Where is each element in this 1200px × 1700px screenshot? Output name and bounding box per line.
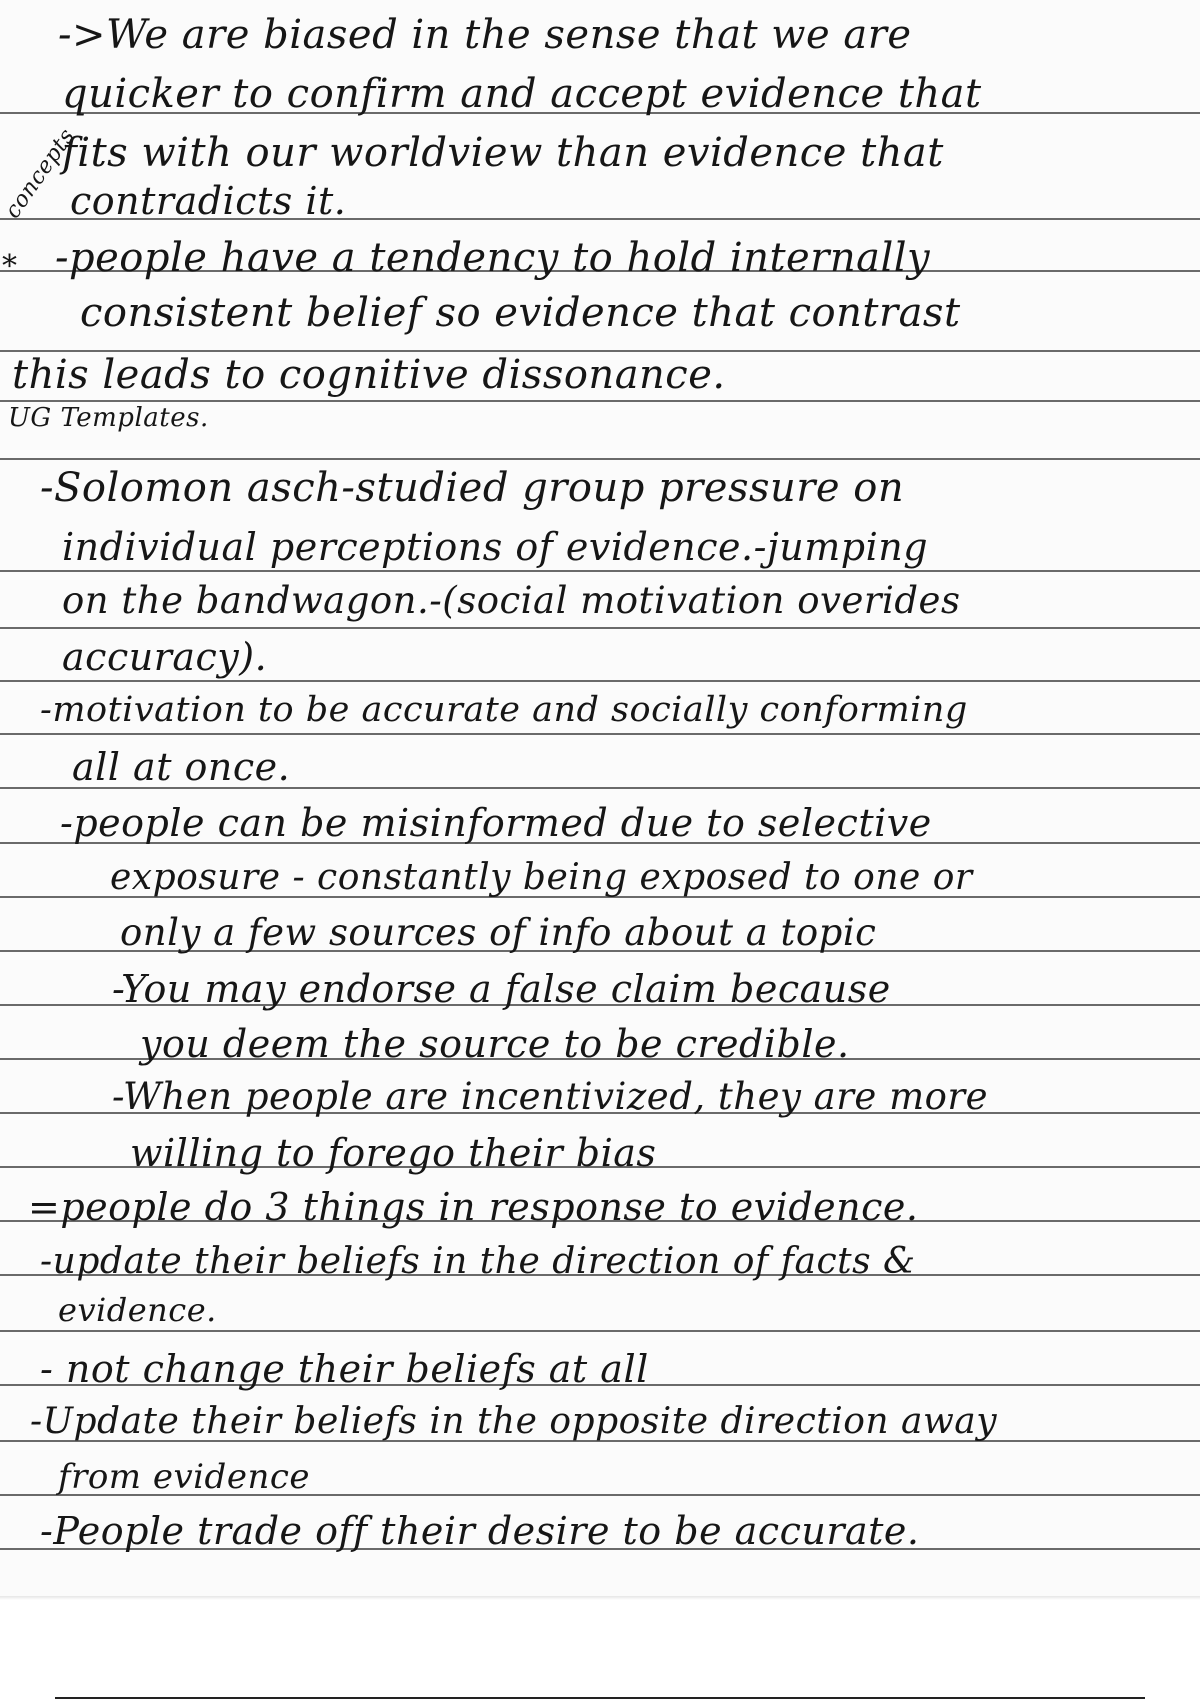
note-line: -Update their beliefs in the opposite direction away	[30, 1401, 998, 1442]
note-line: -When people are incentivized, they are more	[112, 1075, 989, 1118]
note-line: -You may endorse a false claim because	[112, 967, 891, 1011]
note-line: contradicts it.	[70, 179, 347, 223]
ruled-line	[0, 733, 1200, 735]
bottom-rule	[55, 1697, 1145, 1699]
note-line: only a few sources of info about a topic	[120, 911, 877, 954]
margin-asterisk: *	[2, 249, 18, 284]
note-line: -motivation to be accurate and socially conforming	[40, 690, 968, 730]
note-line: UG Templates.	[8, 403, 209, 433]
note-line: accuracy).	[62, 635, 268, 679]
note-line: from evidence	[58, 1457, 311, 1497]
note-line: - not change their beliefs at all	[40, 1347, 649, 1391]
note-line: evidence.	[58, 1291, 217, 1329]
note-line: -People trade off their desire to be accurate.	[40, 1509, 920, 1553]
note-line: -people can be misinformed due to selective	[60, 801, 932, 845]
note-line: this leads to cognitive dissonance.	[12, 352, 726, 398]
ruled-line	[0, 1330, 1200, 1332]
note-line: individual perceptions of evidence.-jumping	[62, 525, 929, 569]
margin-note: concepts	[0, 124, 81, 224]
ruled-line	[0, 458, 1200, 460]
note-line: =people do 3 things in response to evidence.	[28, 1185, 919, 1229]
note-line: fits with our worldview than evidence that	[62, 130, 944, 176]
ruled-line	[0, 570, 1200, 572]
note-line: on the bandwagon.-(social motivation overides	[62, 579, 961, 622]
note-line: -people have a tendency to hold internally	[55, 235, 931, 281]
note-line: you deem the source to be credible.	[140, 1022, 850, 1066]
note-line: -update their beliefs in the direction of facts &	[40, 1241, 916, 1282]
note-line: -Solomon asch-studied group pressure on	[40, 465, 905, 511]
ruled-line	[0, 680, 1200, 682]
note-line: quicker to confirm and accept evidence that	[62, 71, 982, 117]
note-line: willing to forego their bias	[130, 1131, 657, 1175]
ruled-line	[0, 400, 1200, 402]
note-line: exposure - constantly being exposed to one or	[110, 857, 973, 898]
note-line: consistent belief so evidence that contrast	[80, 290, 961, 336]
page-cut-edge	[0, 1596, 1200, 1600]
ruled-line	[0, 627, 1200, 629]
note-line: ->We are biased in the sense that we are	[58, 12, 912, 58]
note-line: all at once.	[72, 745, 291, 789]
